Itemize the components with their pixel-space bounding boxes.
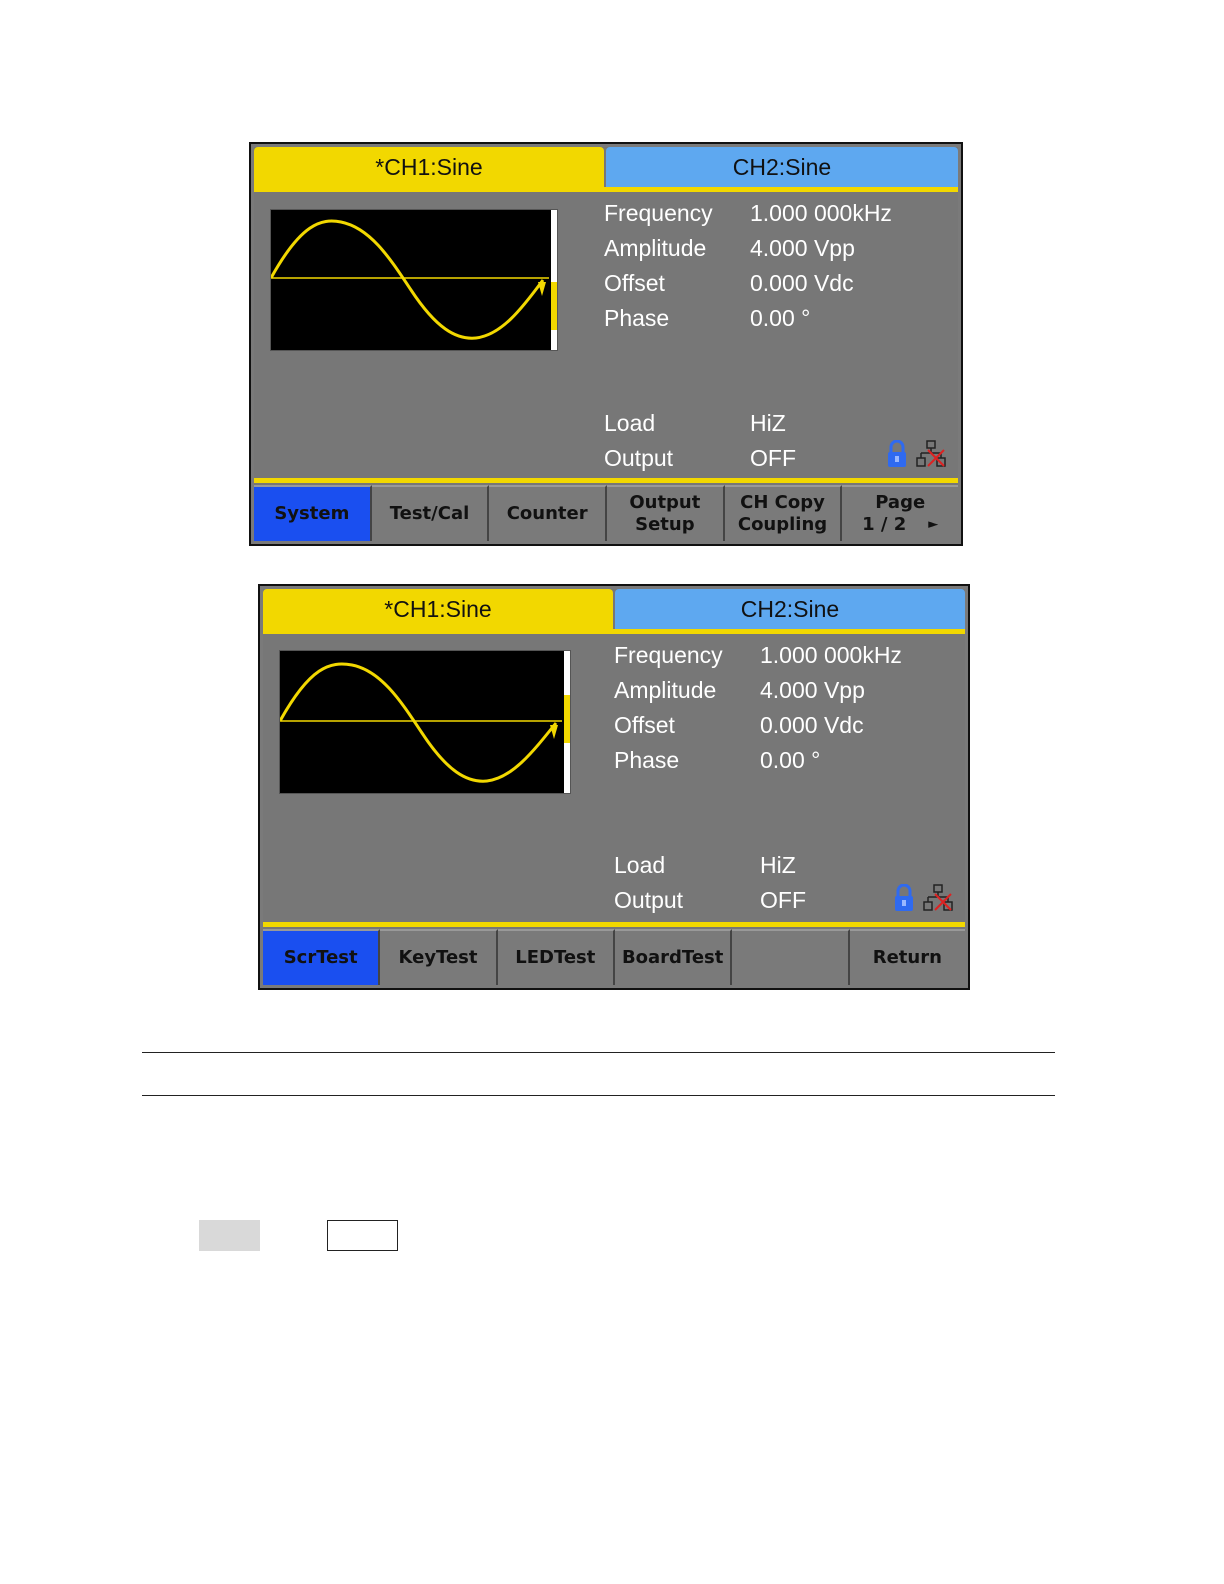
page-indicator — [862, 514, 938, 536]
scroll-thumb — [551, 282, 557, 330]
param-label: Offset — [614, 712, 675, 738]
key-swatch-gray — [199, 1220, 260, 1251]
param-value: OFF — [750, 445, 796, 471]
key-swatch-white — [327, 1220, 398, 1251]
tab-underline — [254, 187, 958, 192]
sine-waveform — [271, 210, 557, 350]
cursor-marker-icon — [538, 282, 546, 296]
tab-ch1[interactable]: *CH1:Sine — [263, 589, 613, 629]
softkey-empty[interactable] — [732, 929, 849, 985]
param-value: 0.00 ° — [760, 747, 821, 773]
param-value: 4.000 Vpp — [750, 235, 855, 261]
param-label: Output — [614, 887, 684, 913]
softkey-scrtest[interactable] — [263, 929, 380, 985]
scroll-thumb — [564, 695, 570, 743]
channel-tabs — [263, 589, 965, 629]
screen-inner — [254, 147, 958, 541]
waveform-preview — [279, 650, 571, 794]
sine-waveform — [280, 651, 570, 793]
param-value: 1.000 000kHz — [760, 642, 902, 668]
param-value: HiZ — [760, 852, 796, 878]
softkey-label: Return — [872, 947, 942, 968]
page-number: 1 / 2 — [862, 514, 907, 535]
screen-inner — [263, 589, 965, 985]
param-label: Frequency — [614, 642, 723, 668]
cursor-marker-icon — [550, 725, 558, 739]
status-icons — [886, 439, 946, 469]
softkey-keytest[interactable] — [380, 929, 497, 985]
param-label: Load — [614, 852, 666, 878]
param-value: OFF — [760, 887, 806, 913]
param-value: 4.000 Vpp — [760, 677, 865, 703]
softkey-ledtest[interactable] — [498, 929, 615, 985]
softkey-label: KeyTest — [398, 947, 478, 968]
param-label: Output — [604, 445, 674, 471]
param-value: 0.000 Vdc — [750, 270, 854, 296]
softkey-test-cal[interactable] — [372, 485, 490, 541]
softkey-label: CH Copy — [740, 492, 825, 513]
softkey-label-line2: Coupling — [737, 514, 828, 535]
tab-ch1[interactable]: *CH1:Sine — [254, 147, 604, 187]
table-rule-top — [142, 1052, 1055, 1053]
param-value: 0.000 Vdc — [760, 712, 864, 738]
param-label: Load — [604, 410, 656, 436]
param-label: Amplitude — [614, 677, 717, 703]
softkey-boardtest[interactable] — [615, 929, 732, 985]
status-icons — [893, 883, 953, 913]
param-label: Phase — [604, 305, 670, 331]
softkey-label-line2: Setup — [635, 514, 695, 535]
softkey-label: Page — [875, 492, 926, 513]
softkey-divider — [263, 922, 965, 927]
sine-curve — [271, 221, 543, 338]
param-value: 1.000 000kHz — [750, 200, 892, 226]
tab-underline — [263, 629, 965, 634]
softkey-divider — [254, 478, 958, 483]
network-icon — [923, 884, 953, 912]
softkey-label: Output — [629, 492, 701, 513]
softkey-bar — [254, 485, 958, 541]
network-icon — [916, 440, 946, 468]
softkey-page[interactable] — [842, 485, 958, 541]
waveform-preview — [270, 209, 558, 351]
param-label: Offset — [604, 270, 665, 296]
softkey-label: Counter — [506, 503, 588, 524]
param-label: Amplitude — [604, 235, 707, 261]
softkey-label: ScrTest — [283, 947, 358, 968]
param-label: Frequency — [604, 200, 713, 226]
tab-ch2[interactable]: CH2:Sine — [606, 147, 958, 187]
param-value: 0.00 ° — [750, 305, 811, 331]
softkey-output-setup[interactable] — [607, 485, 725, 541]
channel-tabs — [254, 147, 958, 187]
table-rule-bottom — [142, 1095, 1055, 1096]
softkey-system[interactable] — [254, 485, 372, 541]
param-label: Phase — [614, 747, 680, 773]
lock-icon — [886, 440, 908, 468]
generator-screen-system-menu — [249, 142, 963, 546]
softkey-label: LEDTest — [515, 947, 596, 968]
softkey-bar — [263, 929, 965, 985]
page-next-arrow-icon: ► — [928, 517, 939, 532]
softkey-return[interactable] — [850, 929, 965, 985]
tab-ch2[interactable]: CH2:Sine — [615, 589, 965, 629]
softkey-counter[interactable] — [489, 485, 607, 541]
softkey-ch-copy-coupling[interactable] — [725, 485, 843, 541]
softkey-label: Test/Cal — [389, 503, 470, 524]
generator-screen-test-menu — [258, 584, 970, 990]
softkey-label: BoardTest — [621, 947, 724, 968]
lock-icon — [893, 884, 915, 912]
sine-curve — [280, 664, 556, 781]
param-value: HiZ — [750, 410, 786, 436]
softkey-label: System — [274, 503, 350, 524]
